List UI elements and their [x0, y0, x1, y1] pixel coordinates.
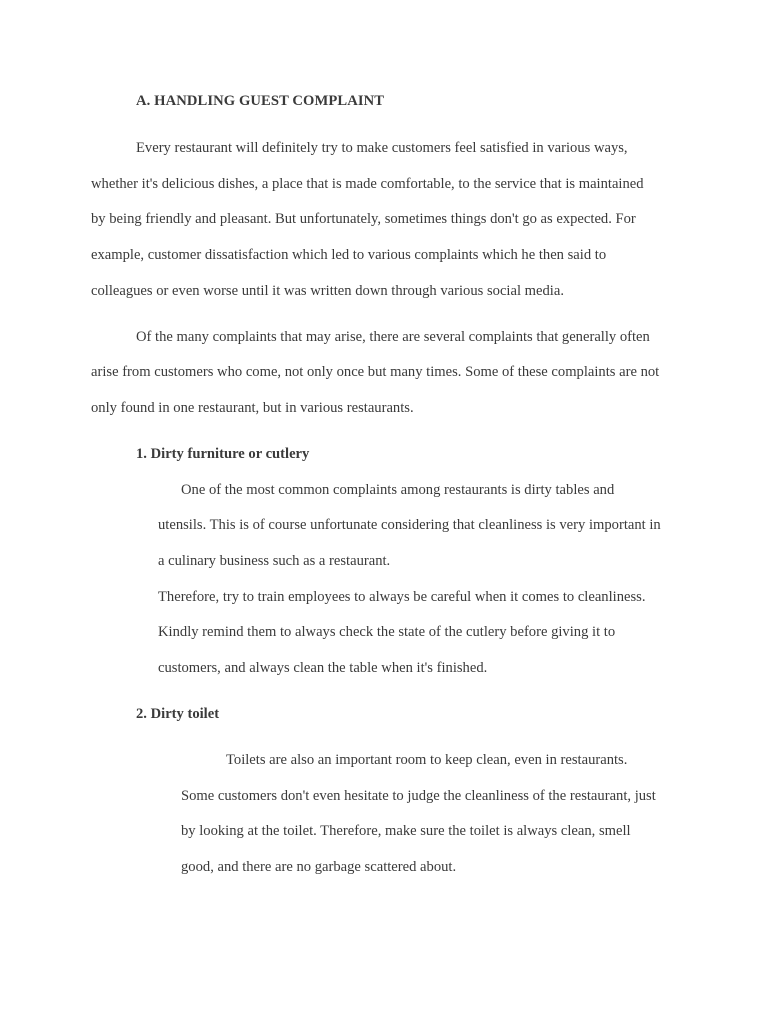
intro-p1-line-1: Every restaurant will definitely try to make customers feel satisfied in various ways, [136, 140, 628, 156]
item1-line-5: Kindly remind them to always check the state of the cutlery before giving it to [158, 624, 616, 640]
item1-line-6: customers, and always clean the table when it's finished. [158, 660, 488, 676]
item2-line-2: Some customers don't even hesitate to judge the cleanliness of the restaurant, just [181, 788, 656, 804]
item2-title: 2. Dirty toilet [136, 706, 220, 722]
intro-p2-line-1: Of the many complaints that may arise, there are several complaints that generally often [136, 329, 650, 345]
item1-line-4: Therefore, try to train employees to always be careful when it comes to cleanliness. [158, 589, 646, 605]
item2-line-1: Toilets are also an important room to keep clean, even in restaurants. [226, 752, 628, 768]
item1-line-1: One of the most common complaints among restaurants is dirty tables and [181, 482, 615, 498]
section-heading: A. HANDLING GUEST COMPLAINT [136, 93, 385, 109]
intro-p2-line-3: only found in one restaurant, but in various restaurants. [91, 400, 414, 416]
item1-title: 1. Dirty furniture or cutlery [136, 446, 310, 462]
item2-line-3: by looking at the toilet. Therefore, make sure the toilet is always clean, smell [181, 823, 631, 839]
intro-p1-line-4: example, customer dissatisfaction which led to various complaints which he then said to [91, 247, 607, 263]
item2-line-4: good, and there are no garbage scattered about. [181, 859, 457, 875]
intro-p1-line-5: colleagues or even worse until it was written down through various social media. [91, 283, 564, 299]
item1-line-2: utensils. This is of course unfortunate considering that cleanliness is very important in [158, 517, 661, 533]
intro-p2-line-2: arise from customers who come, not only once but many times. Some of these complaints are not [91, 364, 660, 380]
item1-line-3: a culinary business such as a restaurant. [158, 553, 391, 569]
intro-p1-line-3: by being friendly and pleasant. But unfortunately, sometimes things don't go as expected. For [91, 211, 636, 227]
intro-p1-line-2: whether it's delicious dishes, a place that is made comfortable, to the service that is maintained [91, 176, 644, 192]
